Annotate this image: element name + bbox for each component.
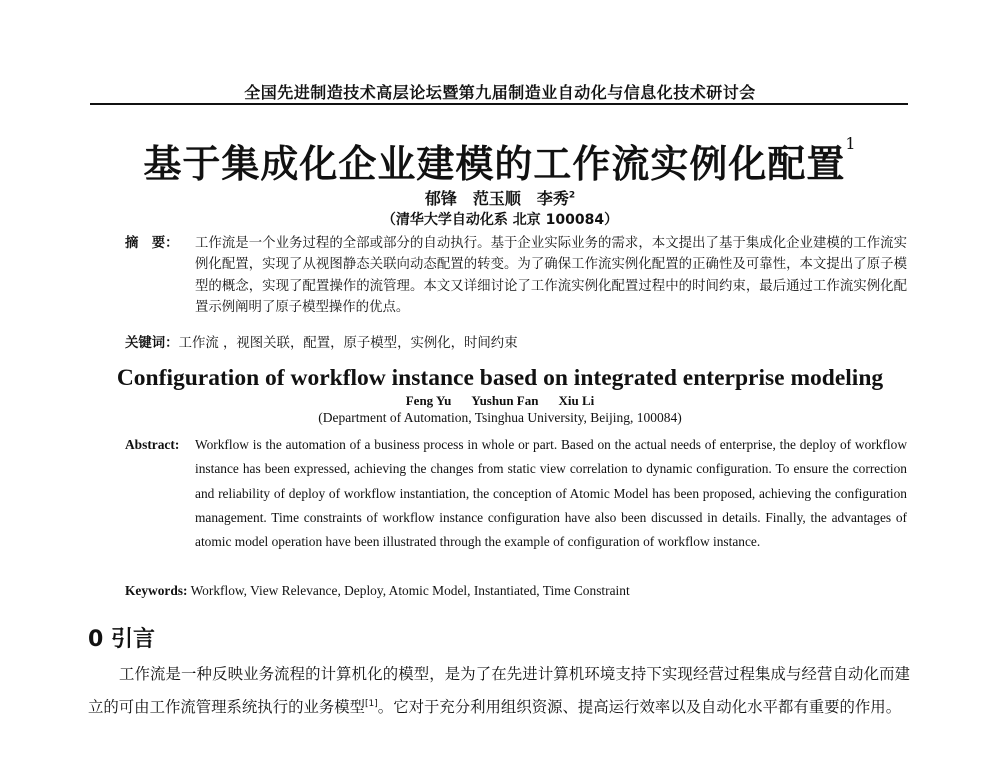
author-name (537, 189, 575, 208)
author-name: Xiu Li (558, 393, 595, 408)
author-name: 郁锋 (424, 189, 457, 208)
chinese-abstract (125, 233, 907, 319)
header-rule (90, 103, 908, 105)
author-footnote-mark: 2 (568, 190, 576, 201)
chinese-keywords-label: 关键词： (125, 336, 179, 351)
english-keywords-text: Workflow, View Relevance, Deploy, Atomic Model, Instantiated, Time Constraint (190, 583, 630, 598)
conference-header: 全国先进制造技术高层论坛暨第九届制造业自动化与信息化技术研讨会 (244, 83, 756, 102)
english-abstract (125, 433, 907, 554)
author-name: 范玉顺 (472, 189, 521, 208)
english-keywords (125, 583, 907, 599)
chinese-abstract-body: 工作流是一个业务过程的全部或部分的自动执行。基于企业实际业务的需求，本文提出了基于集成化企业建模的工作流实例化配置，实现了从视图静态关联向动态配置的转变。为了确保工作流实例化配置的正确性及可靠性，本文提出了原子模型的概念，实现了配置操作的流管理。本文又详细讨论了工作流实例化配置过程中的时间约束，最后通过工作流实例化配置示例阐明了原子模型操作的优点。 (195, 236, 907, 316)
english-abstract-label: Abstract: (125, 437, 180, 452)
english-authors (0, 393, 1000, 409)
chinese-title-text: 基于集成化企业建模的工作流实例化配置 (143, 141, 846, 186)
author-name: Yushun Fan (471, 393, 539, 408)
english-keywords-label: Keywords: (125, 583, 188, 598)
chinese-keywords-text: 工作流 ，视图关联，配置，原子模型，实例化，时间约束 (178, 336, 518, 351)
intro-text-part2: 。它对于充分利用组织资源、提高运行效率以及自动化水平都有重要的作用。 (377, 697, 902, 716)
intro-text-part1: 工作流是一种反映业务流程的计算机化的模型，是为了在先进计算机环境支持下实现经营过程集成与经营自动化而建立的可由工作流管理系统执行的业务模型 (88, 665, 910, 716)
chinese-keywords (125, 332, 907, 351)
author-name: Feng Yu (405, 393, 452, 408)
english-title: Configuration of workflow instance based on integrated enterprise modeling (116, 365, 884, 391)
section-heading: 0 引言 (88, 627, 155, 652)
chinese-authors (0, 186, 1000, 209)
citation-mark: [1] (365, 698, 378, 709)
english-abstract-body: Workflow is the automation of a business process in whole or part. Based on the actual needs of enterprise, the deploy of workflow instance has been expressed, achieving the changes from static view correlation to dynamic configuration. To ensure the correction and reliability of deploy of workflow instantiation, the conception of Atomic Model has been proposed, achieving the configuration management. Time constraints of workflow instance configuration have also been discussed in details. Finally, the advantages of atomic model operation have been illustrated through the example of configuration of workflow instance. (195, 437, 907, 550)
english-affiliation: (Department of Automation, Tsinghua University, Beijing, 100084) (318, 410, 682, 425)
intro-paragraph (88, 660, 910, 722)
chinese-abstract-label: 摘 要： (125, 236, 179, 251)
title-footnote-mark: 1 (845, 134, 857, 154)
chinese-title (0, 133, 1000, 188)
author-name-text: 李秀 (536, 189, 569, 208)
chinese-affiliation: （清华大学自动化系 北京 100084） (381, 212, 619, 228)
